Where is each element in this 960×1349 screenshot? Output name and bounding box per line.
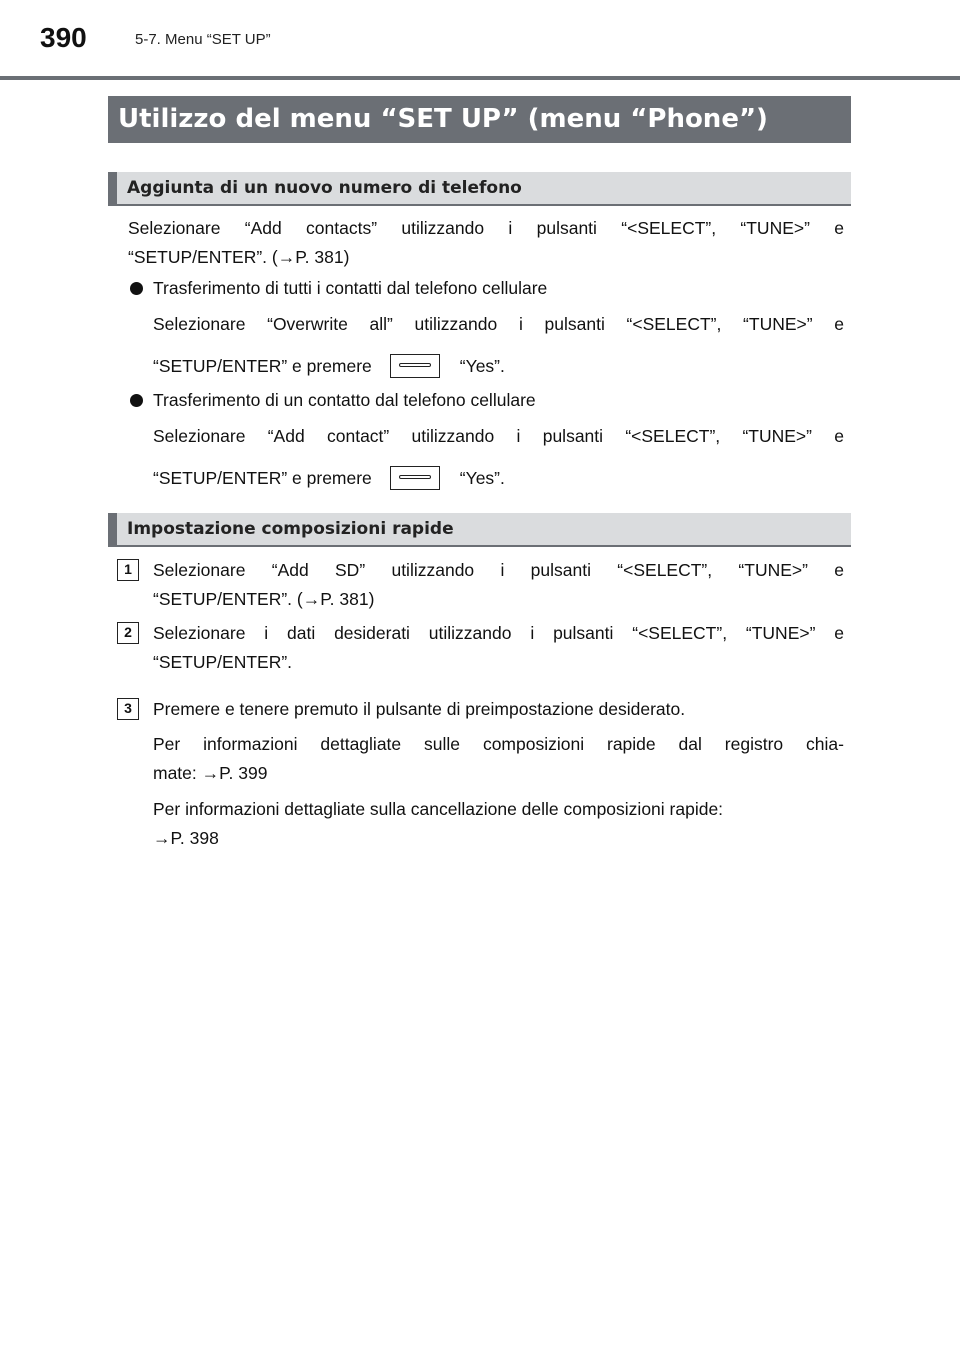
press-text: “SETUP/ENTER” e premere bbox=[153, 355, 372, 376]
press-text: “Yes”. bbox=[459, 467, 505, 488]
step-text: “SETUP/ENTER”. bbox=[153, 652, 293, 672]
press-text: “Yes”. bbox=[459, 355, 505, 376]
step-number: 1 bbox=[117, 559, 139, 581]
steering-switch-button-icon bbox=[390, 466, 440, 490]
section-heading-add-number: Aggiunta di un nuovo numero di telefono bbox=[108, 172, 851, 206]
step-text: Selezionare i dati desiderati utilizzando i pulsanti “<SELECT”, “TUNE>” e bbox=[153, 623, 844, 643]
intro-line: Selezionare “Add contacts” utilizzando i pulsanti “<SELECT”, “TUNE>” e bbox=[128, 218, 844, 238]
step-note: Per informazioni dettagliate sulle composizioni rapide dal registro chia- bbox=[153, 734, 844, 754]
step-number: 2 bbox=[117, 622, 139, 644]
press-instruction bbox=[153, 463, 505, 493]
page-title: Utilizzo del menu “SET UP” (menu “Phone”) bbox=[108, 96, 851, 143]
bullet-icon bbox=[130, 282, 143, 295]
step-note: mate: →P. 399 bbox=[153, 763, 268, 783]
header-rule bbox=[0, 76, 960, 80]
bullet-text: Selezionare “Add contact” utilizzando i pulsanti “<SELECT”, “TUNE>” e bbox=[153, 426, 844, 446]
page-number: 390 bbox=[40, 22, 87, 53]
running-head: 5-7. Menu “SET UP” bbox=[135, 31, 271, 48]
step-text: “SETUP/ENTER”. (→P. 381) bbox=[153, 589, 375, 609]
step-note: Per informazioni dettagliate sulla cancellazione delle composizioni rapide: bbox=[153, 799, 724, 819]
intro-line: “SETUP/ENTER”. (→P. 381) bbox=[128, 247, 350, 267]
press-instruction bbox=[153, 351, 505, 381]
bullet-text: Selezionare “Overwrite all” utilizzando i pulsanti “<SELECT”, “TUNE>” e bbox=[153, 314, 844, 334]
bullet-title: Trasferimento di un contatto dal telefono cellulare bbox=[153, 390, 536, 410]
step-number: 3 bbox=[117, 698, 139, 720]
step-text: Selezionare “Add SD” utilizzando i pulsanti “<SELECT”, “TUNE>” e bbox=[153, 560, 844, 580]
step-note: →P. 398 bbox=[153, 828, 219, 848]
section-heading-speed-dials: Impostazione composizioni rapide bbox=[108, 513, 851, 547]
bullet-title: Trasferimento di tutti i contatti dal telefono cellulare bbox=[153, 278, 548, 298]
steering-switch-button-icon bbox=[390, 354, 440, 378]
press-text: “SETUP/ENTER” e premere bbox=[153, 467, 372, 488]
bullet-icon bbox=[130, 394, 143, 407]
step-text: Premere e tenere premuto il pulsante di preimpostazione desiderato. bbox=[153, 699, 686, 719]
